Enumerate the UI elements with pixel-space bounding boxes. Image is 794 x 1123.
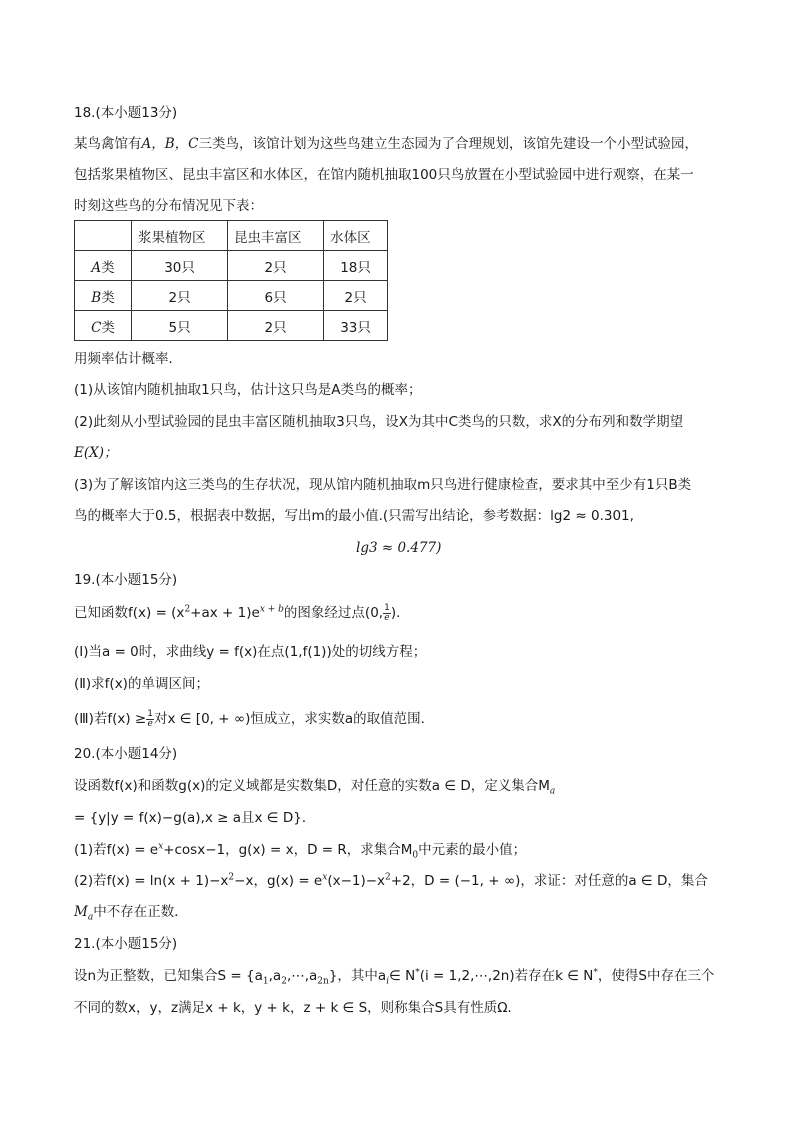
q18-intro-line2: 包括浆果植物区、昆虫丰富区和水体区，在馆内随机抽取100只鸟放置在小型试验园中进行观察，在某一 <box>74 167 694 183</box>
table-header-cell: 昆虫丰富区 <box>228 221 324 251</box>
table-header-cell <box>75 221 132 251</box>
table-cell: 5只 <box>132 311 228 341</box>
table-header-row <box>75 221 388 251</box>
table-row <box>75 281 388 311</box>
fraction-one-over-e: $\frac{1}{e}$ <box>147 708 153 729</box>
q18-part3-line3: lg3 ≈ 0.477) <box>356 540 442 556</box>
q20-part1: (1)若$f(x) = e^x+\cos x-1$，g(x) = x，D = R，求集合$M_0$中元素的最小值； <box>74 841 527 861</box>
row-label: C类 <box>75 311 132 341</box>
bird-distribution-table <box>74 220 388 341</box>
q20-part2-line2: $M_a$中不存在正数． <box>74 904 188 923</box>
q19-intro: 已知函数$f(x) = (x^2+ax + 1)e^{x + b}$的图象经过点(0, $\frac{1}{e}$ )． <box>74 602 410 623</box>
table-cell: 2只 <box>324 281 388 311</box>
table-row <box>75 311 388 341</box>
q21-intro-line2: 不同的数x，y，z满足x + k，y + k，z + k ∈ S，则称集合S具有性质Ω． <box>74 1000 522 1016</box>
q21-intro-line1: 设n为正整数，已知集合$S = \{a_1,a_2,\cdots,a_{2n}\}$，其中$a_i\in$ N*(i = 1,2,⋯,2n)若存在k ∈ N*，使得S中存在三个 <box>74 967 715 987</box>
q20-intro-line2: = {y|y = f(x)−g(a),x ≥ a且x ∈ D}． <box>74 810 316 826</box>
table-cell: 33只 <box>324 311 388 341</box>
q20-part2-line1: (2)若$f(x) = \ln(x + 1)-x^2-x$，$g(x) = e^x(x-1)-x^2+2$，D = (−1, + ∞)，求证：对任意的a ∈ D，集合 <box>74 872 708 889</box>
q19-part1: (I)当a = 0时，求曲线y = f(x)在点(1,f(1))处的切线方程； <box>74 644 427 660</box>
table-cell: 2只 <box>132 281 228 311</box>
table-row <box>75 251 388 281</box>
q18-intro-line1: 某鸟禽馆有A，B，C三类鸟，该馆计划为这些鸟建立生态园为了合理规划，该馆先建设一个小型试验园， <box>74 136 698 152</box>
q19-part3: (Ⅲ)若f(x) ≥ $\frac{1}{e}$ 对x ∈ [0, + ∞)恒成立，求实数a的取值范围． <box>74 708 435 729</box>
table-cell: 2只 <box>228 251 324 281</box>
q20-header: 20.(本小题14分) <box>74 746 178 762</box>
table-header-cell: 浆果植物区 <box>132 221 228 251</box>
fraction-one-over-e: $\frac{1}{e}$ <box>384 602 390 623</box>
q18-part1: (1)从该馆内随机抽取1只鸟，估计这只鸟是A类鸟的概率； <box>74 382 422 398</box>
row-label: A类 <box>75 251 132 281</box>
q18-part2-line2: E(X)； <box>74 445 118 461</box>
table-cell: 6只 <box>228 281 324 311</box>
q18-note: 用频率估计概率． <box>74 351 182 367</box>
table-cell: 18只 <box>324 251 388 281</box>
q19-part2: (Ⅱ)求f(x)的单调区间； <box>74 676 209 692</box>
table-cell: 30只 <box>132 251 228 281</box>
q20-intro-line1: 设函数f(x)和函数g(x)的定义域都是实数集D，对任意的实数a ∈ D，定义集合$M_a$ <box>74 778 556 797</box>
q18-part2-line1: (2)此刻从小型试验园的昆虫丰富区随机抽取3只鸟，设X为其中C类鸟的只数，求X的分布列和数学期望 <box>74 414 684 430</box>
q18-part3-line2: 鸟的概率大于0.5，根据表中数据，写出m的最小值.(只需写出结论，参考数据：lg2 ≈ 0.301, <box>74 508 634 524</box>
q18-intro-line3: 时刻这些鸟的分布情况见下表： <box>74 198 263 214</box>
q19-header: 19.(本小题15分) <box>74 572 178 588</box>
table-cell: 2只 <box>228 311 324 341</box>
q21-header: 21.(本小题15分) <box>74 936 178 952</box>
q18-part3-line1: (3)为了解该馆内这三类鸟的生存状况，现从馆内随机抽取m只鸟进行健康检查，要求其中至少有1只B类 <box>74 477 692 493</box>
row-label: B类 <box>75 281 132 311</box>
table-header-cell: 水体区 <box>324 221 388 251</box>
q18-header: 18.(本小题13分) <box>74 105 178 121</box>
